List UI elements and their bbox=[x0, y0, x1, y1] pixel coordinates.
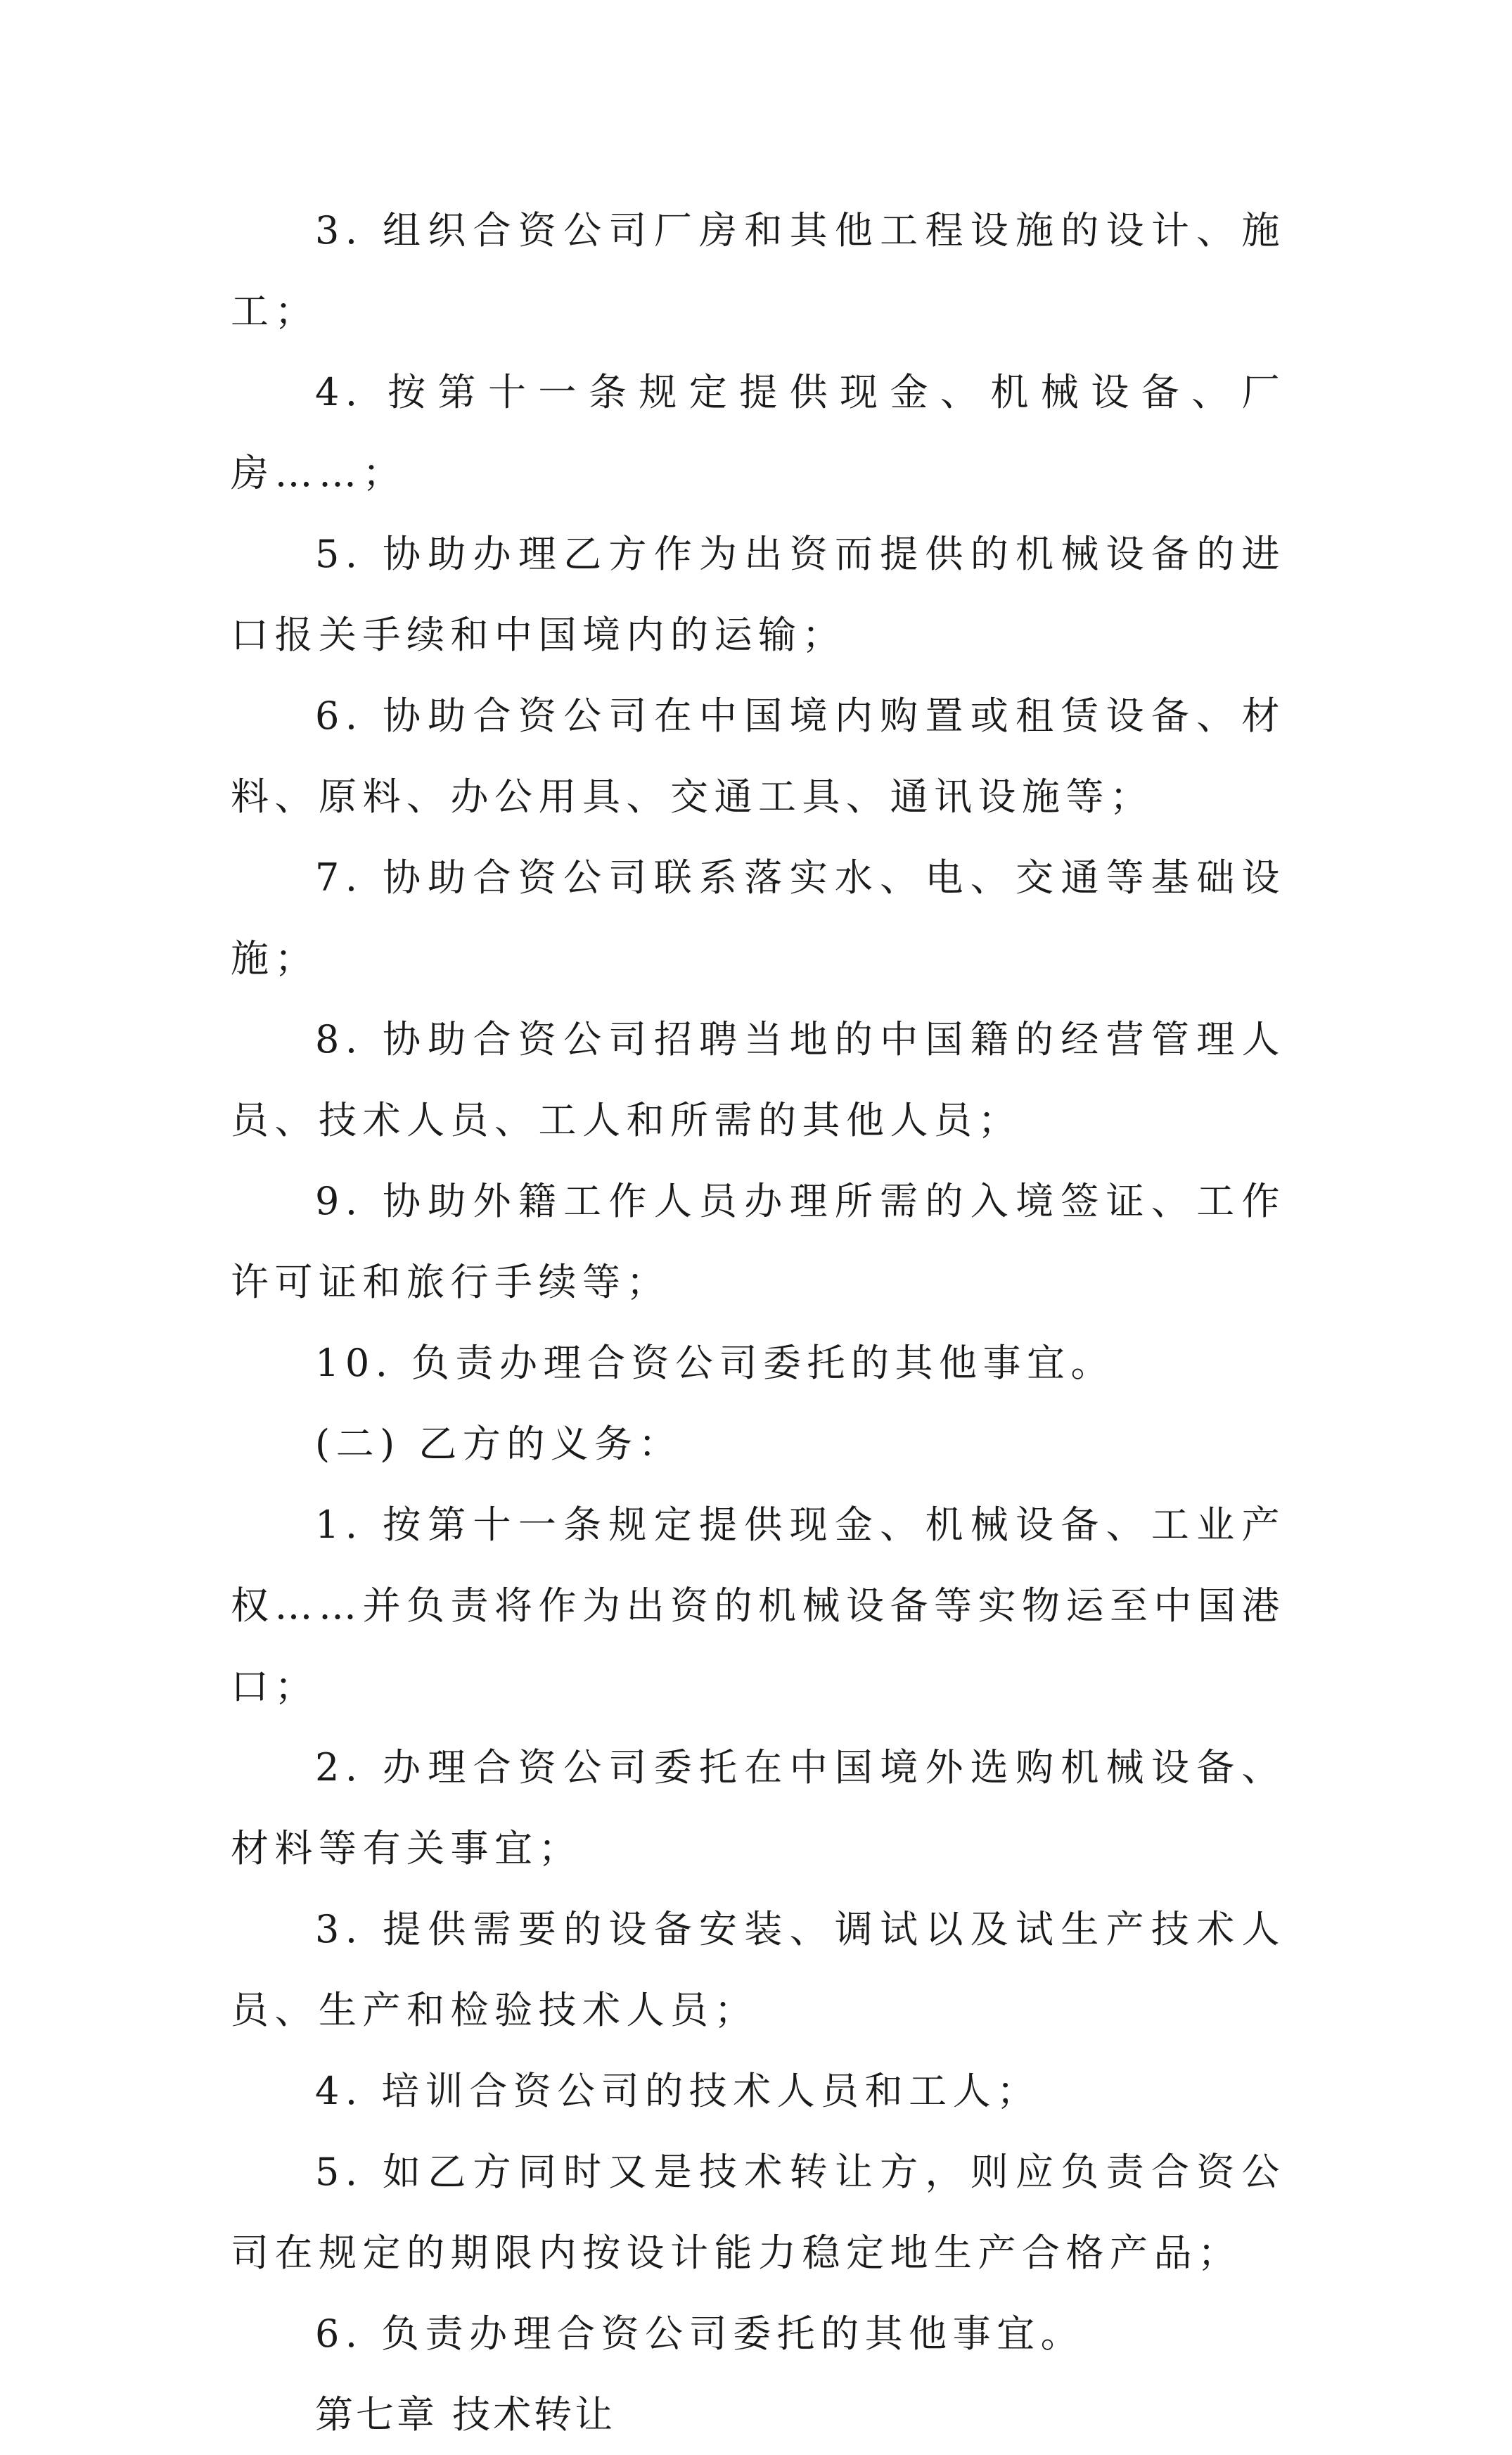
paragraph-item-7: 7. 协助合资公司联系落实水、电、交通等基础设施； bbox=[231, 855, 1286, 981]
paragraph-item-b4: 4. 培训合资公司的技术人员和工人； bbox=[315, 2069, 1041, 2113]
paragraph-item-b6: 6. 负责办理合资公司委托的其他事宜。 bbox=[315, 2311, 1085, 2356]
paragraph-item-5: 5. 协助办理乙方作为出资而提供的机械设备的进口报关手续和中国境内的运输； bbox=[231, 532, 1286, 657]
paragraph-item-9: 9. 协助外籍工作人员办理所需的入境签证、工作许可证和旅行手续等； bbox=[231, 1179, 1286, 1304]
paragraph-item-3: 3. 组织合资公司厂房和其他工程设施的设计、施工； bbox=[231, 208, 1286, 333]
paragraph-item-10: 10. 负责办理合资公司委托的其他事宜。 bbox=[315, 1341, 1115, 1385]
section-heading-party-b-obligations: (二) 乙方的义务： bbox=[315, 1422, 683, 1466]
paragraph-item-b3: 3. 提供需要的设备安装、调试以及试生产技术人员、生产和检验技术人员； bbox=[231, 1907, 1286, 2032]
paragraph-item-4: 4. 按第十一条规定提供现金、机械设备、厂房……； bbox=[231, 370, 1286, 495]
paragraph-item-8: 8. 协助合资公司招聘当地的中国籍的经营管理人员、技术人员、工人和所需的其他人员； bbox=[231, 1017, 1286, 1142]
paragraph-item-b2: 2. 办理合资公司委托在中国境外选购机械设备、材料等有关事宜； bbox=[231, 1745, 1286, 1870]
paragraph-item-b1: 1. 按第十一条规定提供现金、机械设备、工业产权……并负责将作为出资的机械设备等实物运至中国港口； bbox=[231, 1503, 1286, 1709]
paragraph-item-6: 6. 协助合资公司在中国境内购置或租赁设备、材料、原料、办公用具、交通工具、通讯设施等； bbox=[231, 694, 1286, 819]
paragraph-item-b5: 5. 如乙方同时又是技术转让方，则应负责合资公司在规定的期限内按设计能力稳定地生产合格产品； bbox=[231, 2150, 1286, 2275]
document-body bbox=[231, 190, 1286, 2455]
chapter-heading: 第七章 技术转让 bbox=[315, 2392, 616, 2437]
